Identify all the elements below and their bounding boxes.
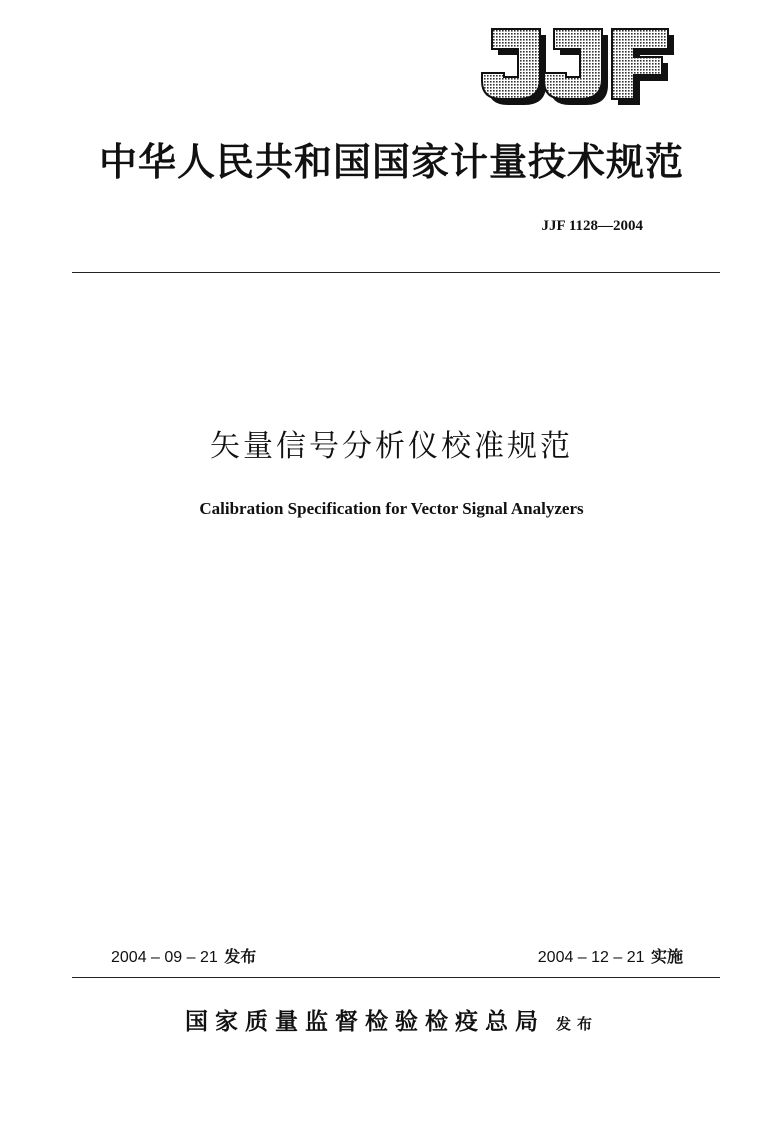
effective-date-line xyxy=(538,946,683,969)
jjf-logo-graphic xyxy=(478,27,674,107)
publisher-action: 发布 xyxy=(556,1015,599,1033)
publisher-line xyxy=(0,1006,783,1040)
standard-number: JJF 1128—2004 xyxy=(541,218,643,234)
effective-date: 2004 – 12 – 21 xyxy=(537,949,645,966)
bottom-divider xyxy=(72,977,720,978)
jjf-logo xyxy=(478,27,674,107)
issue-date: 2004 – 09 – 21 xyxy=(111,949,218,966)
document-title-cn: 矢量信号分析仪校准规范 xyxy=(210,429,573,464)
issue-date-line xyxy=(111,946,256,969)
issue-label: 发布 xyxy=(224,947,257,966)
organization-title: 中华人民共和国国家计量技术规范 xyxy=(98,139,684,184)
top-divider xyxy=(72,272,720,273)
publisher-name: 国家质量监督检验检疫总局 xyxy=(184,1008,545,1035)
document-title-en: Calibration Specification for Vector Signal Analyzers xyxy=(199,499,584,518)
effective-label: 实施 xyxy=(650,947,683,966)
